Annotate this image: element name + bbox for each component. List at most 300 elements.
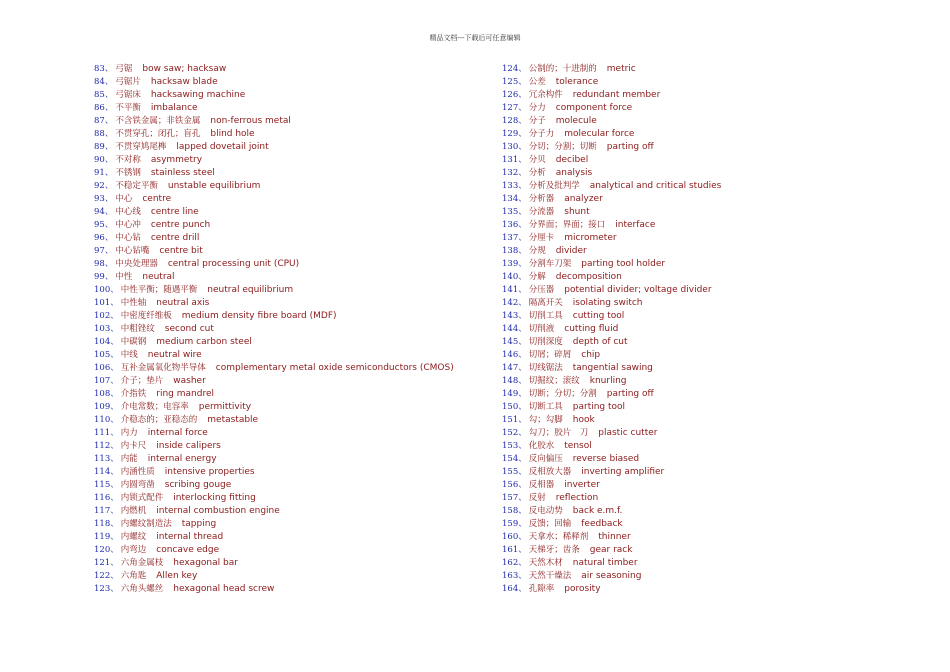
entry-number: 94 <box>94 207 105 217</box>
entry-separator: 、 <box>110 545 119 555</box>
entry-chinese-term: 内螺纹 <box>120 532 147 542</box>
entry-chinese-term: 介指铁 <box>120 389 147 399</box>
entry-separator: 、 <box>110 480 119 490</box>
glossary-entry <box>94 63 494 76</box>
glossary-entry <box>94 284 494 297</box>
entry-separator: 、 <box>518 116 527 126</box>
entry-separator: 、 <box>104 259 114 269</box>
entry-english-term: unstable equilibrium <box>167 181 261 191</box>
glossary-entry <box>502 128 922 141</box>
entry-english-term: cutting tool <box>572 311 625 321</box>
entry-number: 145 <box>502 337 519 347</box>
entry-number: 132 <box>502 168 519 178</box>
entry-chinese-term: 弓锯 <box>115 64 133 74</box>
entry-separator: 、 <box>518 220 527 230</box>
entry-chinese-term: 分析及批判学 <box>528 181 580 191</box>
entry-chinese-term: 切断工具 <box>528 402 563 412</box>
entry-chinese-term: 冗余构件 <box>528 90 563 100</box>
entry-separator: 、 <box>104 272 114 282</box>
entry-separator: 、 <box>518 103 527 113</box>
entry-english-term: reverse biased <box>572 454 640 464</box>
entry-chinese-term: 不对称 <box>115 155 141 165</box>
entry-separator: 、 <box>518 155 527 165</box>
entry-english-term: analysis <box>555 168 593 178</box>
entry-chinese-term: 内螺纹制造法 <box>120 519 172 529</box>
entry-number: 151 <box>502 415 519 425</box>
entry-number: 93 <box>94 194 105 204</box>
entry-separator: 、 <box>518 194 527 204</box>
glossary-entry <box>94 453 494 466</box>
entry-chinese-term: 中心钻 <box>115 233 141 243</box>
entry-english-term: Allen key <box>156 571 198 581</box>
entry-number: 162 <box>502 558 519 568</box>
entry-english-term: imbalance <box>150 103 198 113</box>
entry-separator: 、 <box>518 272 527 282</box>
entry-separator: 、 <box>104 246 114 256</box>
entry-english-term: component force <box>555 103 633 113</box>
entry-english-term: tapping <box>181 519 217 529</box>
entry-chinese-term: 弓锯片 <box>115 77 141 87</box>
glossary-entry <box>502 557 922 570</box>
glossary-entry <box>94 232 494 245</box>
entry-number: 102 <box>94 311 111 321</box>
entry-chinese-term: 中性平衡；随遇平衡 <box>120 285 198 295</box>
entry-chinese-term: 反相放大器 <box>528 467 572 477</box>
entry-chinese-term: 介稳态的；亚稳态的 <box>120 415 198 425</box>
entry-chinese-term: 孔隙率 <box>528 584 555 594</box>
entry-number: 124 <box>502 64 519 74</box>
entry-chinese-term: 介子；垫片 <box>120 376 164 386</box>
entry-separator: 、 <box>104 77 114 87</box>
entry-chinese-term: 中心冲 <box>115 220 141 230</box>
entry-english-term: tensol <box>564 441 592 451</box>
glossary-entry <box>94 102 494 115</box>
entry-chinese-term: 分规 <box>528 246 546 256</box>
entry-chinese-term: 切削深度 <box>528 337 563 347</box>
entry-chinese-term: 不锈钢 <box>115 168 141 178</box>
entry-english-term: cutting fluid <box>564 324 619 334</box>
entry-english-term: feedback <box>581 519 623 529</box>
entry-separator: 、 <box>518 181 527 191</box>
entry-english-term: interface <box>615 220 656 230</box>
entry-number: 163 <box>502 571 519 581</box>
entry-chinese-term: 分界面；界面；接口 <box>528 220 606 230</box>
entry-english-term: neutral <box>142 272 175 282</box>
entry-separator: 、 <box>518 90 527 100</box>
entry-english-term: centre line <box>150 207 199 217</box>
page-header: 精品文档---下载后可任意编辑 <box>429 34 521 42</box>
entry-chinese-term: 内力 <box>120 428 138 438</box>
entry-english-term: parting tool <box>572 402 626 412</box>
entry-separator: 、 <box>104 90 114 100</box>
glossary-entry <box>502 232 922 245</box>
entry-chinese-term: 中线 <box>120 350 138 360</box>
entry-number: 131 <box>502 155 519 165</box>
glossary-entry <box>94 349 494 362</box>
entry-separator: 、 <box>110 402 119 412</box>
entry-separator: 、 <box>518 376 527 386</box>
glossary-entry <box>502 102 922 115</box>
entry-number: 142 <box>502 298 519 308</box>
entry-separator: 、 <box>110 584 119 594</box>
entry-separator: 、 <box>518 571 527 581</box>
entry-chinese-term: 切线锯法 <box>528 363 563 373</box>
entry-separator: 、 <box>518 77 527 87</box>
glossary-entry <box>94 206 494 219</box>
glossary-entry <box>94 245 494 258</box>
glossary-entry <box>502 297 922 310</box>
entry-number: 92 <box>94 181 105 191</box>
entry-english-term: medium density fibre board (MDF) <box>181 311 337 321</box>
glossary-entry <box>94 115 494 128</box>
entry-chinese-term: 中心 <box>115 194 133 204</box>
entry-english-term: parting off <box>606 389 654 399</box>
glossary-entry <box>502 583 922 596</box>
entry-number: 95 <box>94 220 105 230</box>
entry-separator: 、 <box>110 532 119 542</box>
entry-english-term: redundant member <box>572 90 661 100</box>
entry-separator: 、 <box>518 584 527 594</box>
entry-english-term: inside calipers <box>156 441 221 451</box>
entry-english-term: blind hole <box>210 129 255 139</box>
entry-english-term: inverter <box>564 480 600 490</box>
entry-separator: 、 <box>518 363 527 373</box>
entry-english-term: internal combustion engine <box>156 506 280 516</box>
glossary-entry <box>502 63 922 76</box>
entry-number: 161 <box>502 545 519 555</box>
entry-english-term: metric <box>606 64 636 74</box>
entry-number: 137 <box>502 233 519 243</box>
entry-chinese-term: 内圆弯凿 <box>120 480 155 490</box>
entry-english-term: gear rack <box>589 545 633 555</box>
entry-number: 119 <box>94 532 111 542</box>
entry-separator: 、 <box>104 168 114 178</box>
glossary-entry <box>502 401 922 414</box>
entry-separator: 、 <box>110 454 119 464</box>
entry-number: 118 <box>94 519 111 529</box>
entry-chinese-term: 分子 <box>528 116 546 126</box>
glossary-entry <box>94 193 494 206</box>
entry-english-term: tolerance <box>555 77 599 87</box>
glossary-entry <box>502 206 922 219</box>
entry-chinese-term: 内燃机 <box>120 506 147 516</box>
entry-number: 154 <box>502 454 519 464</box>
entry-number: 126 <box>502 90 519 100</box>
entry-number: 148 <box>502 376 519 386</box>
entry-number: 115 <box>94 480 111 490</box>
entry-number: 112 <box>94 441 111 451</box>
entry-english-term: second cut <box>164 324 214 334</box>
entry-separator: 、 <box>110 506 119 516</box>
entry-separator: 、 <box>518 467 527 477</box>
entry-chinese-term: 中性轴 <box>120 298 147 308</box>
entry-separator: 、 <box>518 298 527 308</box>
entry-chinese-term: 切掘纹；滚纹 <box>528 376 580 386</box>
glossary-entry <box>502 180 922 193</box>
entry-english-term: stainless steel <box>150 168 215 178</box>
entry-separator: 、 <box>110 350 119 360</box>
entry-number: 90 <box>94 155 105 165</box>
glossary-entry <box>502 323 922 336</box>
entry-chinese-term: 反射 <box>528 493 546 503</box>
entry-separator: 、 <box>518 207 527 217</box>
entry-english-term: hacksaw blade <box>150 77 218 87</box>
glossary-entry <box>94 440 494 453</box>
entry-english-term: hook <box>572 415 595 425</box>
entry-chinese-term: 公制的；十进制的 <box>528 64 597 74</box>
entry-chinese-term: 内能 <box>120 454 138 464</box>
entry-number: 141 <box>502 285 519 295</box>
entry-number: 127 <box>502 103 519 113</box>
entry-separator: 、 <box>110 389 119 399</box>
entry-separator: 、 <box>110 376 119 386</box>
entry-english-term: micrometer <box>564 233 617 243</box>
entry-number: 101 <box>94 298 111 308</box>
entry-separator: 、 <box>110 285 119 295</box>
entry-separator: 、 <box>104 207 114 217</box>
entry-chinese-term: 分贝 <box>528 155 546 165</box>
glossary-entry <box>502 492 922 505</box>
entry-separator: 、 <box>518 246 527 256</box>
entry-separator: 、 <box>518 428 527 438</box>
entry-number: 143 <box>502 311 519 321</box>
entry-separator: 、 <box>104 220 114 230</box>
entry-separator: 、 <box>518 350 527 360</box>
entry-separator: 、 <box>518 64 527 74</box>
glossary-entry <box>94 375 494 388</box>
entry-chinese-term: 中心线 <box>115 207 141 217</box>
glossary-entry <box>94 583 494 596</box>
glossary-entry <box>502 141 922 154</box>
entry-chinese-term: 六角匙 <box>120 571 147 581</box>
entry-number: 144 <box>502 324 519 334</box>
entry-number: 155 <box>502 467 519 477</box>
entry-separator: 、 <box>104 194 114 204</box>
glossary-entry <box>94 505 494 518</box>
entry-english-term: internal thread <box>156 532 224 542</box>
entry-separator: 、 <box>110 337 119 347</box>
entry-english-term: non-ferrous metal <box>210 116 291 126</box>
entry-number: 86 <box>94 103 105 113</box>
entry-separator: 、 <box>110 311 119 321</box>
entry-number: 99 <box>94 272 105 282</box>
entry-number: 87 <box>94 116 105 126</box>
entry-english-term: thinner <box>598 532 631 542</box>
entry-english-term: decomposition <box>555 272 622 282</box>
entry-separator: 、 <box>518 532 527 542</box>
entry-separator: 、 <box>518 233 527 243</box>
entry-english-term: molecular force <box>564 129 635 139</box>
entry-chinese-term: 公差 <box>528 77 546 87</box>
glossary-entry <box>502 154 922 167</box>
entry-separator: 、 <box>518 324 527 334</box>
entry-number: 104 <box>94 337 111 347</box>
entry-english-term: tangential sawing <box>572 363 653 373</box>
entry-english-term: centre bit <box>159 246 203 256</box>
entry-english-term: medium carbon steel <box>156 337 252 347</box>
entry-chinese-term: 分解 <box>528 272 546 282</box>
entry-chinese-term: 六角头螺丝 <box>120 584 164 594</box>
entry-english-term: neutral axis <box>156 298 210 308</box>
entry-chinese-term: 反相器 <box>528 480 555 490</box>
entry-english-term: parting off <box>606 142 654 152</box>
entry-english-term: metastable <box>207 415 259 425</box>
entry-number: 152 <box>502 428 519 438</box>
entry-number: 123 <box>94 584 111 594</box>
entry-english-term: internal force <box>147 428 208 438</box>
entry-chinese-term: 分割车刀架 <box>528 259 572 269</box>
entry-number: 138 <box>502 246 519 256</box>
entry-number: 111 <box>94 428 111 438</box>
entry-english-term: lapped dovetail joint <box>176 142 269 152</box>
entry-number: 84 <box>94 77 105 87</box>
entry-chinese-term: 不稳定平衡 <box>115 181 158 191</box>
entry-separator: 、 <box>104 181 114 191</box>
entry-english-term: washer <box>173 376 206 386</box>
entry-number: 134 <box>502 194 519 204</box>
entry-separator: 、 <box>518 480 527 490</box>
entry-chinese-term: 分切；分割；切断 <box>528 142 597 152</box>
glossary-entry <box>94 258 494 271</box>
entry-english-term: divider <box>555 246 587 256</box>
entry-english-term: centre drill <box>150 233 200 243</box>
entry-number: 135 <box>502 207 519 217</box>
entry-number: 110 <box>94 415 111 425</box>
entry-separator: 、 <box>518 506 527 516</box>
entry-chinese-term: 中密度纤维板 <box>120 311 172 321</box>
entry-separator: 、 <box>518 493 527 503</box>
glossary-entry <box>94 297 494 310</box>
glossary-entry <box>502 193 922 206</box>
entry-number: 153 <box>502 441 519 451</box>
glossary-entry <box>94 271 494 284</box>
entry-separator: 、 <box>110 571 119 581</box>
entry-number: 97 <box>94 246 105 256</box>
entry-english-term: centre <box>142 194 172 204</box>
entry-chinese-term: 中心钻嘴 <box>115 246 150 256</box>
glossary-entry <box>502 89 922 102</box>
glossary-entry <box>94 544 494 557</box>
entry-separator: 、 <box>518 545 527 555</box>
glossary-entry <box>94 570 494 583</box>
glossary-entry <box>502 479 922 492</box>
glossary-entry <box>94 557 494 570</box>
entry-separator: 、 <box>518 142 527 152</box>
entry-english-term: molecule <box>555 116 597 126</box>
glossary-entry <box>94 141 494 154</box>
entry-separator: 、 <box>518 519 527 529</box>
entry-separator: 、 <box>110 324 119 334</box>
entry-english-term: intensive properties <box>164 467 255 477</box>
glossary-entry <box>94 89 494 102</box>
entry-chinese-term: 天然木材 <box>528 558 563 568</box>
entry-chinese-term: 介电常数；电容率 <box>120 402 189 412</box>
entry-english-term: bow saw; hacksaw <box>142 64 227 74</box>
entry-separator: 、 <box>110 493 119 503</box>
glossary-entry <box>502 544 922 557</box>
entry-chinese-term: 分流器 <box>528 207 555 217</box>
entry-number: 146 <box>502 350 519 360</box>
entry-number: 114 <box>94 467 111 477</box>
glossary-entry <box>94 427 494 440</box>
entry-number: 158 <box>502 506 519 516</box>
entry-english-term: hexagonal bar <box>173 558 238 568</box>
entry-english-term: scribing gouge <box>164 480 232 490</box>
entry-separator: 、 <box>518 415 527 425</box>
entry-english-term: potential divider; voltage divider <box>564 285 712 295</box>
entry-number: 160 <box>502 532 519 542</box>
entry-separator: 、 <box>518 129 527 139</box>
glossary-entry <box>502 271 922 284</box>
entry-separator: 、 <box>518 168 527 178</box>
entry-separator: 、 <box>518 558 527 568</box>
entry-number: 133 <box>502 181 519 191</box>
glossary-entry <box>502 531 922 544</box>
entry-number: 159 <box>502 519 519 529</box>
entry-number: 117 <box>94 506 111 516</box>
entry-number: 129 <box>502 129 519 139</box>
entry-english-term: reflection <box>555 493 599 503</box>
entry-number: 88 <box>94 129 105 139</box>
entry-number: 91 <box>94 168 105 178</box>
entry-english-term: shunt <box>564 207 590 217</box>
entry-separator: 、 <box>110 428 119 438</box>
entry-number: 156 <box>502 480 519 490</box>
entry-number: 128 <box>502 116 519 126</box>
entry-separator: 、 <box>518 389 527 399</box>
glossary-entry <box>94 76 494 89</box>
entry-separator: 、 <box>110 467 119 477</box>
entry-number: 140 <box>502 272 519 282</box>
entry-english-term: ring mandrel <box>156 389 214 399</box>
entry-chinese-term: 切断；分切；分割 <box>528 389 597 399</box>
entry-number: 125 <box>502 77 519 87</box>
entry-separator: 、 <box>104 129 114 139</box>
entry-chinese-term: 勾；勾脚 <box>528 415 563 425</box>
glossary-entry <box>502 388 922 401</box>
entry-number: 96 <box>94 233 105 243</box>
entry-english-term: inverting amplifier <box>581 467 665 477</box>
entry-english-term: asymmetry <box>150 155 203 165</box>
glossary-entry <box>94 414 494 427</box>
entry-number: 106 <box>94 363 111 373</box>
entry-separator: 、 <box>104 142 114 152</box>
entry-separator: 、 <box>110 441 119 451</box>
glossary-entry <box>94 401 494 414</box>
entry-chinese-term: 天拿水；稀释剂 <box>528 532 589 542</box>
entry-separator: 、 <box>518 311 527 321</box>
entry-number: 105 <box>94 350 111 360</box>
entry-chinese-term: 切削液 <box>528 324 555 334</box>
entry-separator: 、 <box>518 337 527 347</box>
entry-chinese-term: 反馈；回输 <box>528 519 572 529</box>
glossary-entry <box>502 414 922 427</box>
entry-chinese-term: 切削工具 <box>528 311 563 321</box>
glossary-entry <box>502 167 922 180</box>
entry-english-term: analytical and critical studies <box>589 181 722 191</box>
entry-number: 103 <box>94 324 111 334</box>
glossary-column-right <box>502 63 922 596</box>
glossary-entry <box>94 518 494 531</box>
entry-number: 100 <box>94 285 111 295</box>
entry-number: 157 <box>502 493 519 503</box>
entry-separator: 、 <box>110 298 119 308</box>
glossary-entry <box>94 466 494 479</box>
glossary-entry <box>94 362 494 375</box>
entry-number: 149 <box>502 389 519 399</box>
entry-chinese-term: 不含铁金属；非铁金属 <box>115 116 201 126</box>
entry-english-term: back e.m.f. <box>572 506 623 516</box>
